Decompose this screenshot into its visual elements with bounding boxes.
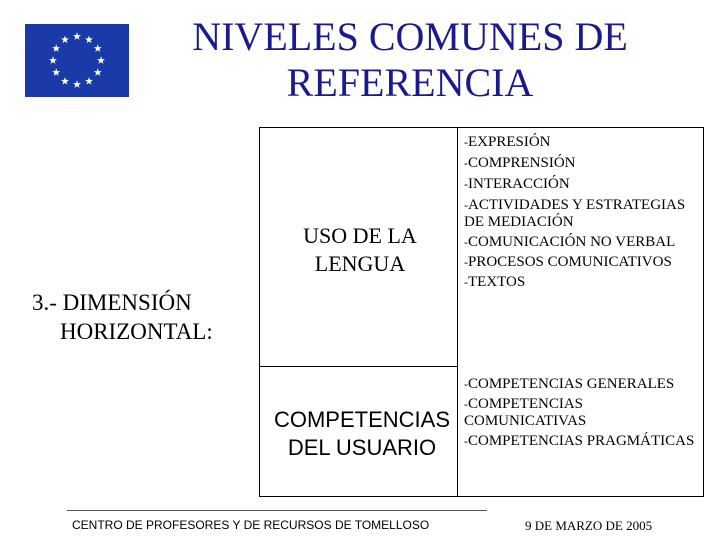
list-item: -INTERACCIÓN [464,176,570,192]
competencias-line-2: DEL USUARIO [287,435,437,460]
footer-date: 9 DE MARZO DE 2005 [525,518,653,533]
dimension-label [32,288,213,346]
star-icon [97,56,105,64]
competencias-line-1: COMPETENCIAS [273,407,451,432]
list-item: -COMUNICACIÓN NO VERBAL [464,234,676,250]
star-icon [94,68,102,76]
list-item: -TEXTOS [464,274,526,290]
footer-divider [67,510,487,511]
uso-lengua-line-2: LENGUA [314,251,406,276]
list-item: -COMPETENCIAS COMUNICATIVAS [464,396,587,429]
page-title [140,14,680,106]
list-item: -EXPRESIÓN [464,134,551,150]
list-item: -COMPRENSIÓN [464,155,576,171]
footer-center-name: CENTRO DE PROFESORES Y DE RECURSOS DE TOMELLOSO [72,518,430,532]
eu-flag-stars [25,24,129,97]
star-icon [94,44,102,52]
title-line-2: REFERENCIA [286,60,534,105]
list-item: -COMPETENCIAS GENERALES [464,376,675,392]
dimension-line-1: 3.- DIMENSIÓN [32,290,192,315]
star-icon [85,36,93,44]
star-icon [73,32,81,40]
competencias-list [464,376,704,453]
star-icon [73,80,81,88]
star-icon [52,44,60,52]
list-item: -COMPETENCIAS PRAGMÁTICAS [464,433,695,449]
list-item: -PROCESOS COMUNICATIVOS [464,254,672,270]
uso-lengua-list [464,134,704,295]
table-row-divider [259,366,457,367]
dimension-line-2: HORIZONTAL: [60,319,213,344]
competencias-heading [262,406,462,462]
list-item: -ACTIVIDADES Y ESTRATEGIAS DE MEDIACIÓN [464,197,686,230]
uso-lengua-heading [270,222,450,278]
star-icon [85,77,93,85]
star-icon [61,36,69,44]
uso-lengua-line-1: USO DE LA [303,223,417,248]
star-icon [61,77,69,85]
star-icon [49,56,57,64]
title-line-1: NIVELES COMUNES DE [192,14,628,59]
star-icon [52,68,60,76]
eu-flag-icon [25,24,129,97]
